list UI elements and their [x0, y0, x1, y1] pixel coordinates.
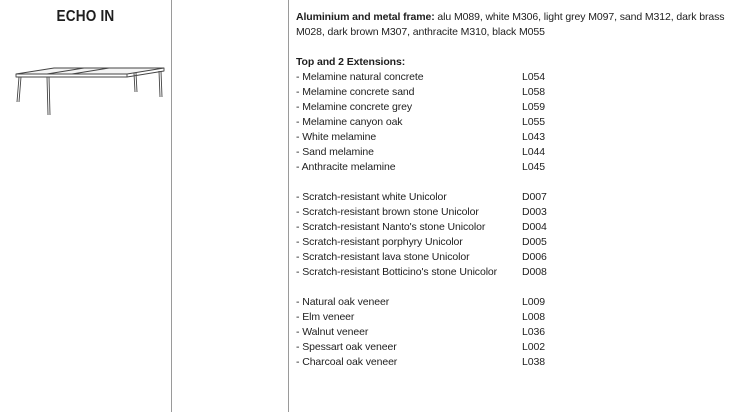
finish-name: - Natural oak veneer [296, 296, 390, 308]
finish-group [296, 190, 746, 280]
finish-row [296, 160, 746, 175]
finish-code: D006 [522, 251, 547, 263]
specifications [296, 10, 746, 370]
finish-group [296, 295, 746, 370]
finish-row [296, 235, 746, 250]
finish-row [296, 340, 746, 355]
finish-code: D008 [522, 266, 547, 278]
finish-code: L036 [522, 326, 545, 338]
finish-code: L059 [522, 101, 545, 113]
finish-name: - Elm veneer [296, 311, 355, 323]
finish-name: - Spessart oak veneer [296, 341, 397, 353]
frame-label: Aluminium and metal frame: [296, 11, 435, 23]
finish-row [296, 100, 746, 115]
finish-code: L055 [522, 116, 545, 128]
finish-name: - Scratch-resistant brown stone Unicolor [296, 206, 479, 218]
top-section-title: Top and 2 Extensions: [296, 56, 406, 68]
finish-row [296, 205, 746, 220]
finish-code: L009 [522, 296, 545, 308]
finish-row [296, 115, 746, 130]
finish-name: - Anthracite melamine [296, 161, 396, 173]
finish-row [296, 295, 746, 310]
finish-code: L044 [522, 146, 545, 158]
finish-code: L054 [522, 71, 545, 83]
table-sketch-icon [14, 60, 166, 120]
finish-code: L002 [522, 341, 545, 353]
frame-finishes [296, 10, 746, 40]
finish-group [296, 70, 746, 175]
finish-name: - White melamine [296, 131, 377, 143]
finish-name: - Melamine natural concrete [296, 71, 424, 83]
finish-code: L038 [522, 356, 545, 368]
finish-code: L043 [522, 131, 545, 143]
finish-code: D007 [522, 191, 547, 203]
finish-name: - Melamine canyon oak [296, 116, 403, 128]
finish-row [296, 145, 746, 160]
finish-row [296, 130, 746, 145]
finish-row [296, 250, 746, 265]
finish-name: - Scratch-resistant porphyry Unicolor [296, 236, 463, 248]
finish-name: - Scratch-resistant Nanto's stone Unicolor [296, 221, 486, 233]
finish-groups [296, 70, 746, 370]
finish-row [296, 85, 746, 100]
finish-name: - Melamine concrete grey [296, 101, 413, 113]
finish-code: D004 [522, 221, 547, 233]
finish-code: L058 [522, 86, 545, 98]
column-divider-left [171, 0, 172, 412]
finish-row [296, 220, 746, 235]
finish-code: L008 [522, 311, 545, 323]
finish-name: - Scratch-resistant Botticino's stone Unicolor [296, 266, 498, 278]
finish-row [296, 310, 746, 325]
finish-name: - Scratch-resistant white Unicolor [296, 191, 447, 203]
finish-row [296, 325, 746, 340]
finish-code: L045 [522, 161, 545, 173]
frame-finish-list: alu M089, white M306, light grey M097, sand M312, dark brass M028, dark brown M307, anthracite M310, black M055 [296, 11, 725, 38]
finish-code: D005 [522, 236, 547, 248]
product-name: ECHO IN [56, 8, 115, 25]
finish-name: - Walnut veneer [296, 326, 369, 338]
finish-row [296, 70, 746, 85]
finish-row [296, 265, 746, 280]
column-divider-right [288, 0, 289, 412]
finish-name: - Scratch-resistant lava stone Unicolor [296, 251, 470, 263]
finish-row [296, 355, 746, 370]
finish-row [296, 190, 746, 205]
finish-name: - Sand melamine [296, 146, 374, 158]
finish-name: - Melamine concrete sand [296, 86, 415, 98]
finish-code: D003 [522, 206, 547, 218]
finish-name: - Charcoal oak veneer [296, 356, 398, 368]
